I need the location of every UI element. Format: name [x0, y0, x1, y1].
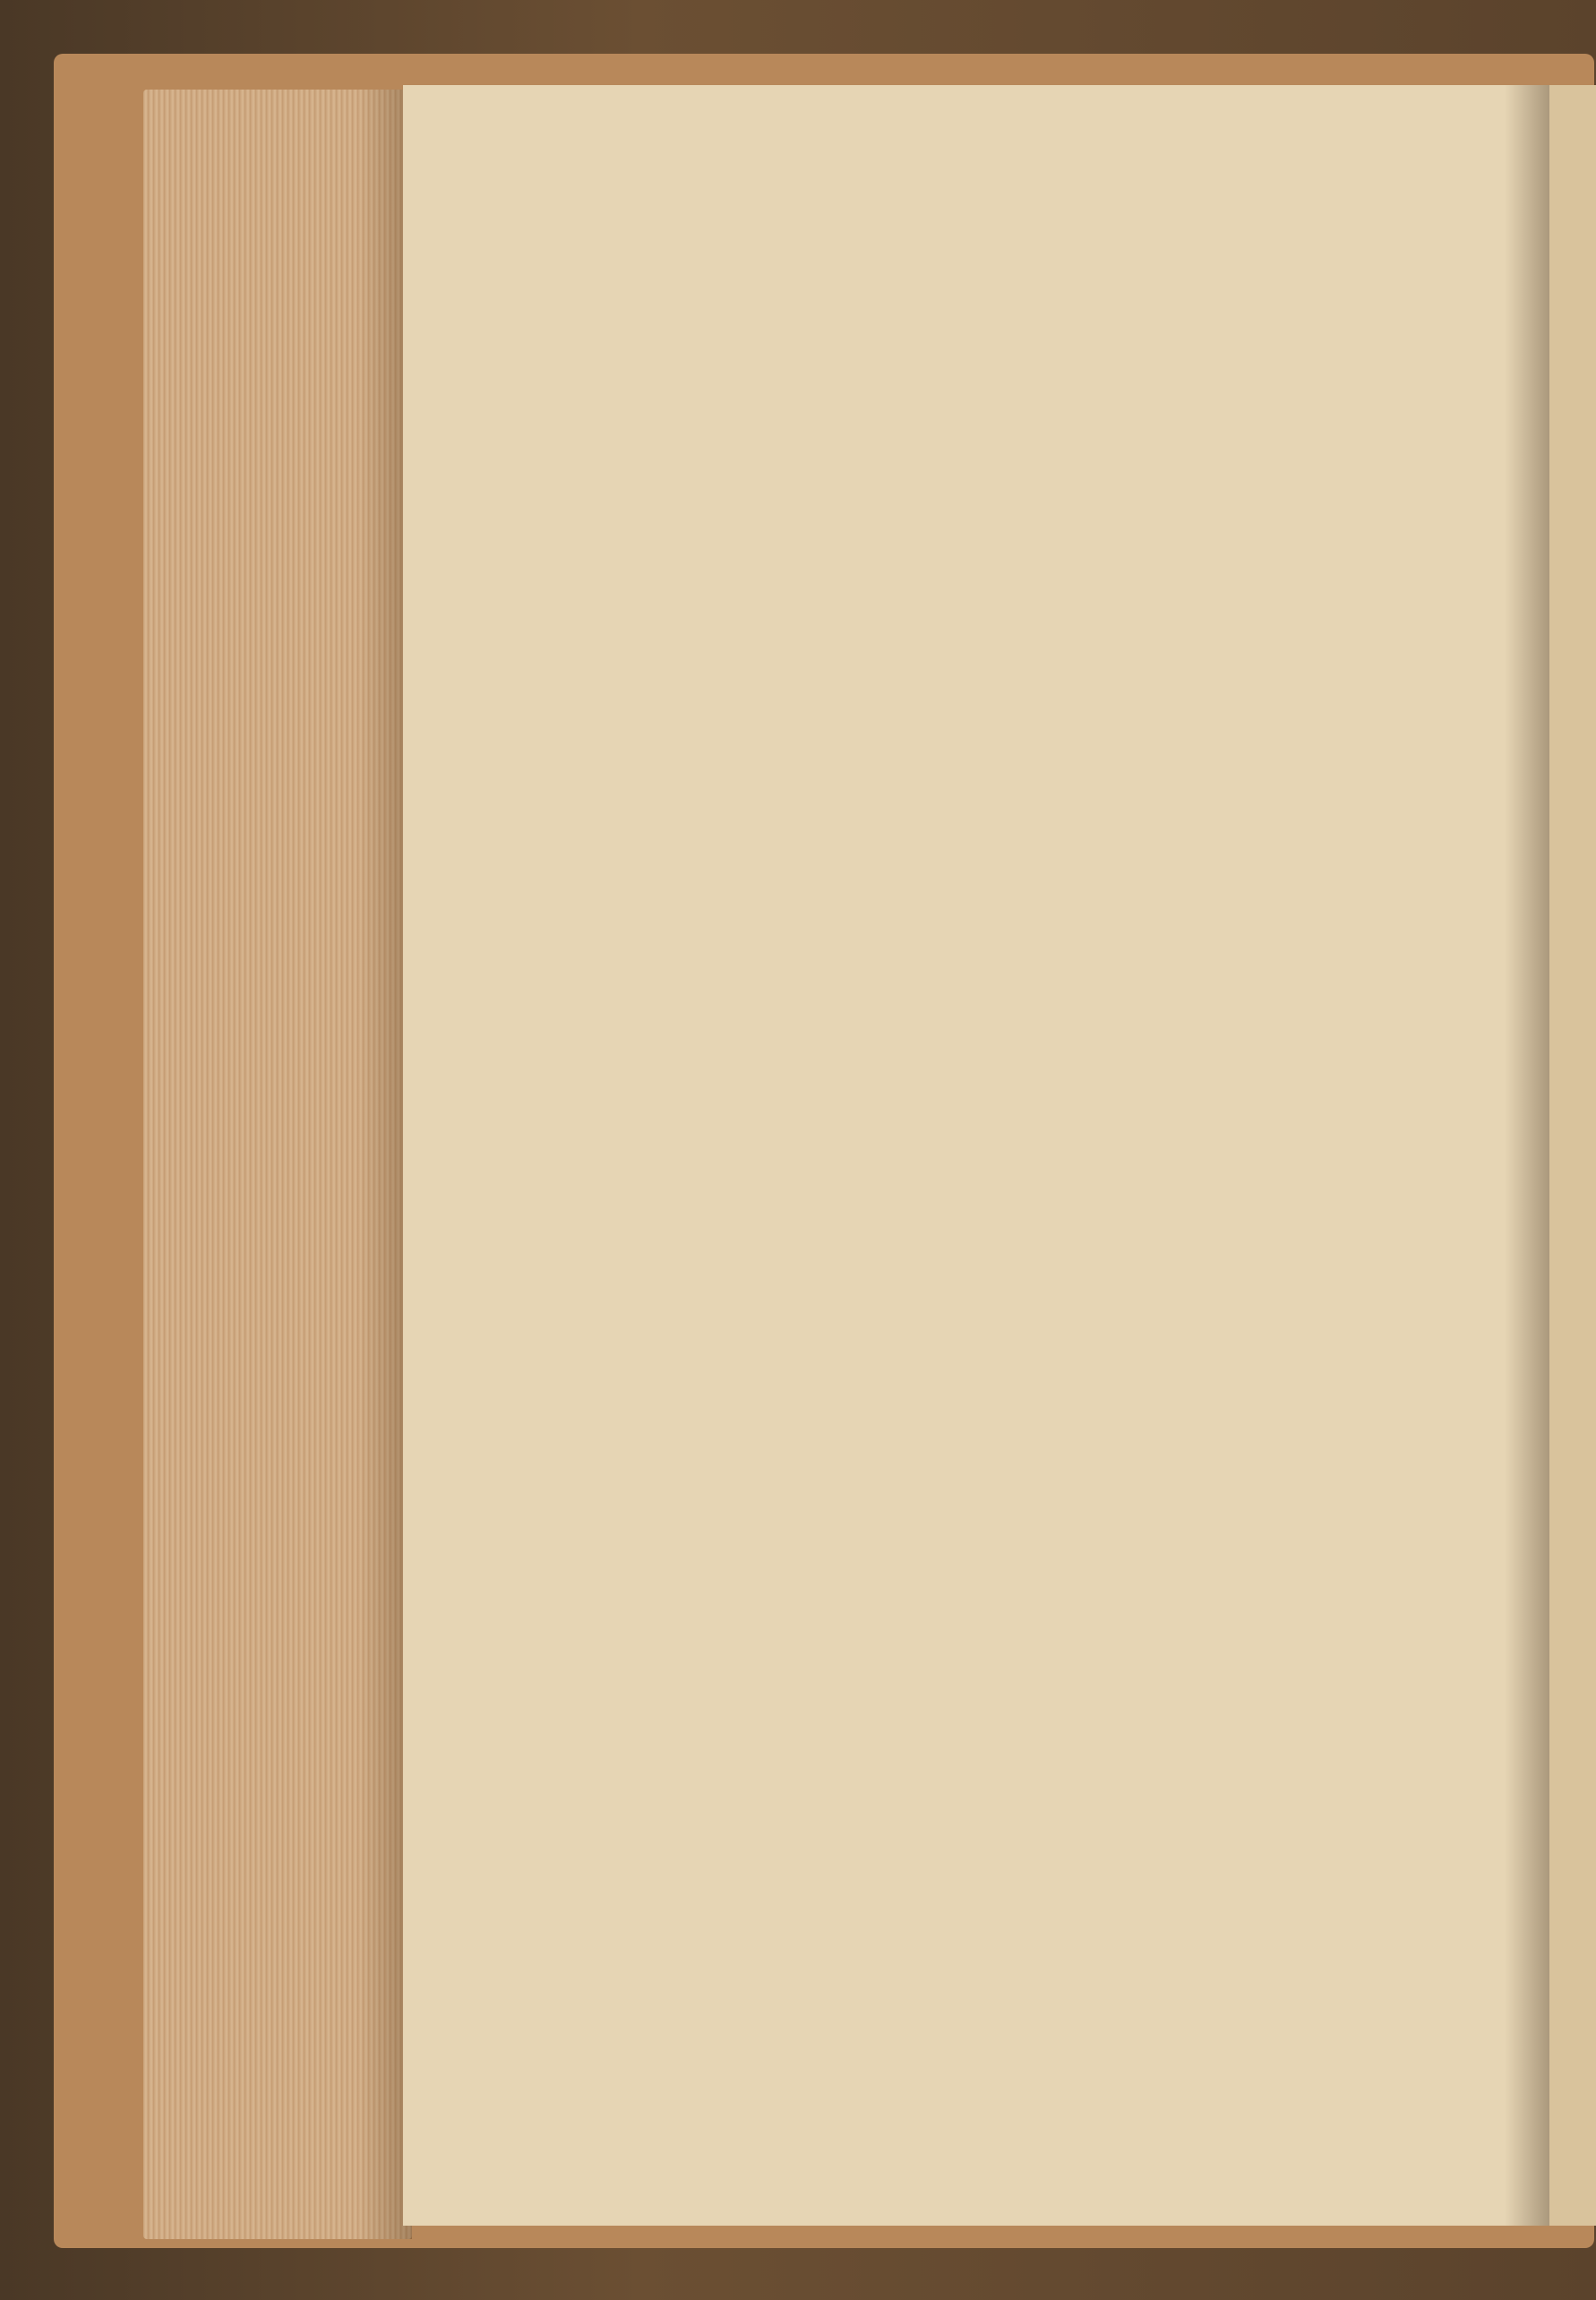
facing-page-edge — [1549, 85, 1596, 2226]
page-header — [656, 253, 1391, 324]
book-page — [403, 85, 1549, 2226]
